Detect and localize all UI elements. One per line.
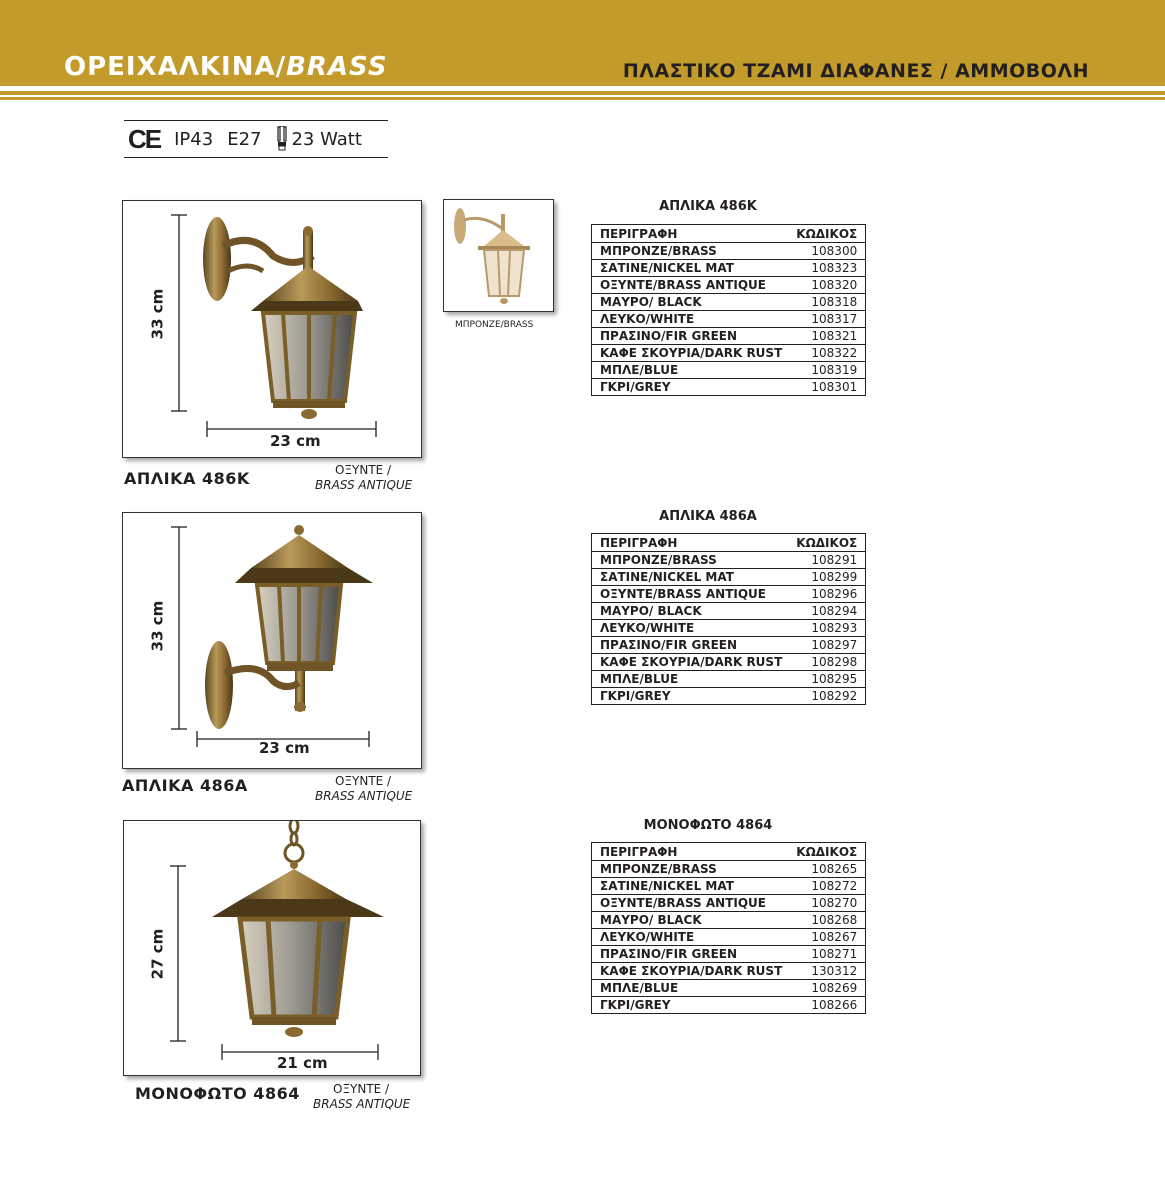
table-row — [592, 586, 866, 603]
product-photo-486a — [122, 512, 422, 769]
socket-type: E27 — [227, 128, 262, 150]
row-code: 108318 — [788, 294, 865, 311]
row-desc: ΣΑΤΙΝΕ/NICKEL MAT — [592, 878, 789, 895]
row-desc: ΟΞΥΝΤΕ/BRASS ANTIQUE — [592, 895, 789, 912]
col-code-header: ΚΩΔΙΚΟΣ — [788, 843, 865, 861]
pendant-lantern-image — [124, 821, 420, 1075]
finish-label-greek: ΟΞΥΝΤΕ / — [335, 774, 392, 788]
col-code-header: ΚΩΔΙΚΟΣ — [788, 534, 865, 552]
table-row — [592, 362, 866, 379]
table-row — [592, 260, 866, 277]
table-row — [592, 654, 866, 671]
header-stripe — [0, 97, 1165, 100]
product-name: ΜΟΝΟΦΩΤΟ 4864 — [135, 1084, 300, 1103]
height-label: 33 cm — [148, 288, 167, 340]
table-row — [592, 688, 866, 705]
title-english: BRASS — [286, 52, 388, 82]
col-desc-header: ΠΕΡΙΓΡΑΦΗ — [592, 843, 789, 861]
table-title: ΜΟΝΟΦΩΤΟ 4864 — [643, 818, 773, 833]
finish-label-english: BRASS ANTIQUE — [315, 789, 413, 803]
row-code: 108317 — [788, 311, 865, 328]
product-name: ΑΠΛΙΚΑ 486Κ — [124, 469, 250, 488]
finish-label-english: BRASS ANTIQUE — [313, 1097, 411, 1111]
table-row — [592, 569, 866, 586]
row-desc: ΠΡΑΣΙΝΟ/FIR GREEN — [592, 946, 789, 963]
row-code: 108291 — [788, 552, 865, 569]
code-table — [591, 224, 866, 396]
table-header-row — [592, 534, 866, 552]
ce-mark: CE — [128, 123, 161, 154]
finish-label-greek: ΟΞΥΝΤΕ / — [333, 1082, 390, 1096]
row-code: 108292 — [811, 689, 858, 703]
code-table — [591, 842, 866, 1014]
row-desc: ΓΚΡΙ/GREY — [600, 380, 671, 394]
wattage: 23 Watt — [291, 128, 362, 150]
table-header-row — [592, 843, 866, 861]
col-desc-header: ΠΕΡΙΓΡΑΦΗ — [592, 534, 789, 552]
page-subtitle: ΠΛΑΣΤΙΚΟ ΤΖΑΜΙ ΔΙΑΦΑΝΕΣ / ΑΜΜΟΒΟΛΗ — [622, 60, 1089, 82]
table-row — [592, 878, 866, 895]
row-code: 108270 — [788, 895, 865, 912]
row-desc: ΚΑΦΕ ΣΚΟΥΡΙΑ/DARK RUST — [592, 963, 789, 980]
table-row — [592, 912, 866, 929]
row-code: 108266 — [811, 998, 858, 1012]
width-label: 23 cm — [259, 739, 310, 757]
height-label: 33 cm — [148, 600, 167, 652]
row-desc: ΓΚΡΙ/GREY — [600, 689, 671, 703]
row-desc: ΚΑΦΕ ΣΚΟΥΡΙΑ/DARK RUST — [592, 345, 789, 362]
row-code: 108295 — [788, 671, 865, 688]
row-desc: ΛΕΥΚΟ/WHITE — [592, 620, 789, 637]
row-code: 108297 — [788, 637, 865, 654]
row-desc: ΣΑΤΙΝΕ/NICKEL MAT — [592, 260, 789, 277]
row-code: 108271 — [788, 946, 865, 963]
table-header-row — [592, 225, 866, 243]
row-code: 108272 — [788, 878, 865, 895]
row-desc: ΜΠΡΟΝΖΕ/BRASS — [592, 861, 789, 878]
row-code: 108298 — [788, 654, 865, 671]
table-row — [592, 243, 866, 260]
row-code: 108301 — [811, 380, 858, 394]
row-desc: ΟΞΥΝΤΕ/BRASS ANTIQUE — [592, 277, 789, 294]
row-desc: ΣΑΤΙΝΕ/NICKEL MAT — [592, 569, 789, 586]
row-code: 108322 — [788, 345, 865, 362]
thumbnail-photo — [443, 199, 554, 312]
row-desc: ΜΠΡΟΝΖΕ/BRASS — [592, 552, 789, 569]
table-row — [592, 328, 866, 345]
row-desc: ΛΕΥΚΟ/WHITE — [592, 929, 789, 946]
row-desc: ΜΠΡΟΝΖΕ/BRASS — [592, 243, 789, 260]
table-row — [592, 895, 866, 912]
table-row — [592, 294, 866, 311]
table-row — [592, 311, 866, 328]
row-desc: ΠΡΑΣΙΝΟ/FIR GREEN — [592, 637, 789, 654]
product-name: ΑΠΛΙΚΑ 486Α — [122, 776, 248, 795]
width-label: 23 cm — [270, 432, 321, 450]
ip-rating: IP43 — [174, 128, 214, 150]
finish-label-english: BRASS ANTIQUE — [315, 478, 413, 492]
table-row — [592, 861, 866, 878]
row-desc: ΜΠΛΕ/BLUE — [592, 362, 789, 379]
row-code: 108267 — [788, 929, 865, 946]
col-code-header: ΚΩΔΙΚΟΣ — [788, 225, 865, 243]
title-greek: ΟΡΕΙΧΑΛΚΙΝΑ/ — [64, 52, 287, 82]
finish-label-greek: ΟΞΥΝΤΕ / — [335, 463, 392, 477]
row-code: 108319 — [788, 362, 865, 379]
row-desc: ΚΑΦΕ ΣΚΟΥΡΙΑ/DARK RUST — [592, 654, 789, 671]
table-title: ΑΠΛΙΚΑ 486Α — [659, 509, 757, 524]
table-row — [592, 997, 866, 1014]
table-row — [592, 603, 866, 620]
row-desc: ΠΡΑΣΙΝΟ/FIR GREEN — [592, 328, 789, 345]
row-code: 108268 — [788, 912, 865, 929]
row-code: 108293 — [788, 620, 865, 637]
wall-lantern-thumbnail-image — [444, 200, 553, 311]
row-code: 108300 — [788, 243, 865, 260]
row-desc: ΛΕΥΚΟ/WHITE — [592, 311, 789, 328]
width-label: 21 cm — [277, 1054, 328, 1072]
row-desc: ΜΑΥΡΟ/ BLACK — [592, 912, 789, 929]
table-row — [592, 552, 866, 569]
row-code: 108323 — [788, 260, 865, 277]
row-desc: ΓΚΡΙ/GREY — [600, 998, 671, 1012]
table-row — [592, 929, 866, 946]
table-row — [592, 980, 866, 997]
row-desc: ΟΞΥΝΤΕ/BRASS ANTIQUE — [592, 586, 789, 603]
table-title: ΑΠΛΙΚΑ 486Κ — [659, 199, 757, 214]
row-desc: ΜΠΛΕ/BLUE — [592, 671, 789, 688]
table-row — [592, 946, 866, 963]
row-desc: ΜΠΛΕ/BLUE — [592, 980, 789, 997]
bulb-icon — [275, 126, 289, 152]
row-code: 108296 — [788, 586, 865, 603]
wall-lantern-down-image — [123, 201, 421, 457]
table-row — [592, 671, 866, 688]
wall-lantern-up-image — [123, 513, 421, 768]
row-code: 108321 — [788, 328, 865, 345]
code-table — [591, 533, 866, 705]
row-desc: ΜΑΥΡΟ/ BLACK — [592, 603, 789, 620]
row-desc: ΜΑΥΡΟ/ BLACK — [592, 294, 789, 311]
row-code: 130312 — [788, 963, 865, 980]
height-label: 27 cm — [148, 928, 167, 980]
page-title — [64, 52, 388, 82]
row-code: 108294 — [788, 603, 865, 620]
row-code: 108320 — [788, 277, 865, 294]
row-code: 108265 — [788, 861, 865, 878]
table-row — [592, 963, 866, 980]
specs-bar — [124, 120, 388, 158]
row-code: 108269 — [788, 980, 865, 997]
product-photo-486k — [122, 200, 422, 458]
table-row — [592, 345, 866, 362]
table-row — [592, 620, 866, 637]
thumbnail-label: ΜΠΡΟΝΖΕ/BRASS — [455, 320, 534, 330]
table-row — [592, 277, 866, 294]
table-row — [592, 379, 866, 396]
product-photo-4864 — [123, 820, 421, 1076]
table-row — [592, 637, 866, 654]
row-code: 108299 — [788, 569, 865, 586]
col-desc-header: ΠΕΡΙΓΡΑΦΗ — [592, 225, 789, 243]
